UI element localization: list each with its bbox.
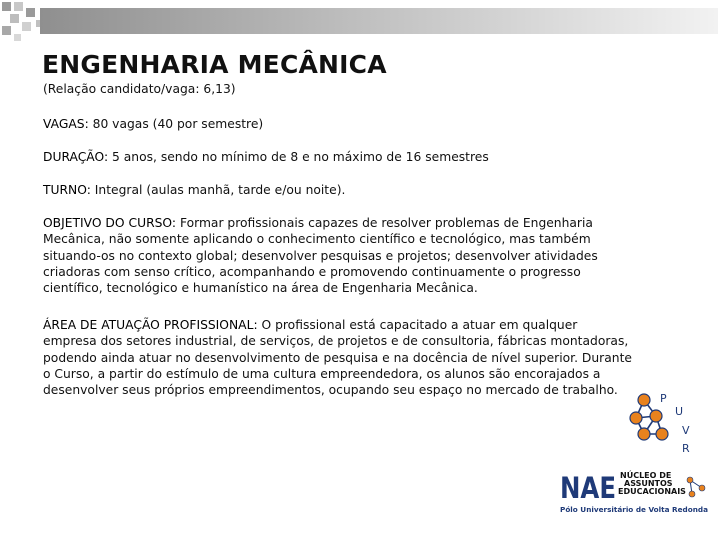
vagas-label: VAGAS: — [43, 117, 89, 131]
nae-line2: ASSUNTOS — [624, 479, 673, 488]
nae-acronym: NAE — [560, 471, 616, 505]
page-title: ENGENHARIA MECÂNICA — [42, 50, 387, 79]
puvr-letter-u: U — [675, 405, 684, 418]
nae-line3: EDUCACIONAIS — [618, 487, 686, 496]
area-line: desenvolver seus próprios empreendimentos, ocupando seu espaço no mercado de trabalho. — [43, 383, 618, 398]
vagas-text: 80 vagas (40 por semestre) — [88, 117, 264, 131]
objetivo-line: situando-os no contexto global; desenvolver pesquisas e projetos; desenvolver atividades — [43, 248, 598, 263]
page-subtitle: (Relação candidato/vaga: 6,13) — [43, 82, 236, 96]
nae-caption: Pólo Universitário de Volta Redonda — [560, 506, 709, 514]
area-paragraph — [43, 317, 643, 398]
area-label: ÁREA DE ATUAÇÃO PROFISSIONAL: — [43, 318, 258, 332]
nae-logo — [558, 468, 710, 516]
header-gradient-bar — [40, 8, 718, 34]
puvr-letter-r: R — [682, 442, 690, 455]
turno-text: Integral (aulas manhã, tarde e/ou noite). — [90, 183, 346, 197]
puvr-letter-v: V — [682, 424, 690, 437]
nae-line1: NÚCLEO DE — [620, 471, 672, 480]
duracao-paragraph — [43, 149, 489, 165]
nae-network-icon — [687, 477, 705, 497]
vagas-paragraph — [43, 116, 263, 132]
area-line: podendo ainda atuar no desenvolvimento de pesquisa e na docência de nível superior. Durante — [43, 350, 632, 365]
turno-label: TURNO: — [43, 183, 91, 197]
puvr-logo — [620, 382, 700, 458]
area-line: o Curso, a partir do estímulo de uma cultura empreendedora, os alunos são encorajados a — [43, 366, 601, 381]
area-line: O profissional está capacitado a atuar em qualquer — [257, 318, 578, 332]
objetivo-label: OBJETIVO DO CURSO: — [43, 216, 177, 230]
duracao-label: DURAÇÃO: — [43, 150, 109, 164]
objetivo-paragraph — [43, 215, 633, 296]
area-line: empresa dos setores industrial, de serviços, de projetos e de consultoria, fábricas montadoras, — [43, 334, 629, 349]
objetivo-line: Formar profissionais capazes de resolver problemas de Engenharia — [176, 216, 593, 230]
puvr-letter-p: P — [660, 392, 667, 405]
objetivo-line: Mecânica, não somente aplicando o conhecimento científico e tecnológico, mas também — [43, 232, 591, 247]
turno-paragraph — [43, 182, 345, 198]
duracao-text: 5 anos, sendo no mínimo de 8 e no máximo de 16 semestres — [108, 150, 489, 164]
objetivo-line: criadoras com senso crítico, acompanhando e promovendo continuamente o progresso — [43, 264, 581, 279]
objetivo-line: científico, tecnológico e humanístico na área de Engenharia Mecânica. — [43, 281, 478, 296]
